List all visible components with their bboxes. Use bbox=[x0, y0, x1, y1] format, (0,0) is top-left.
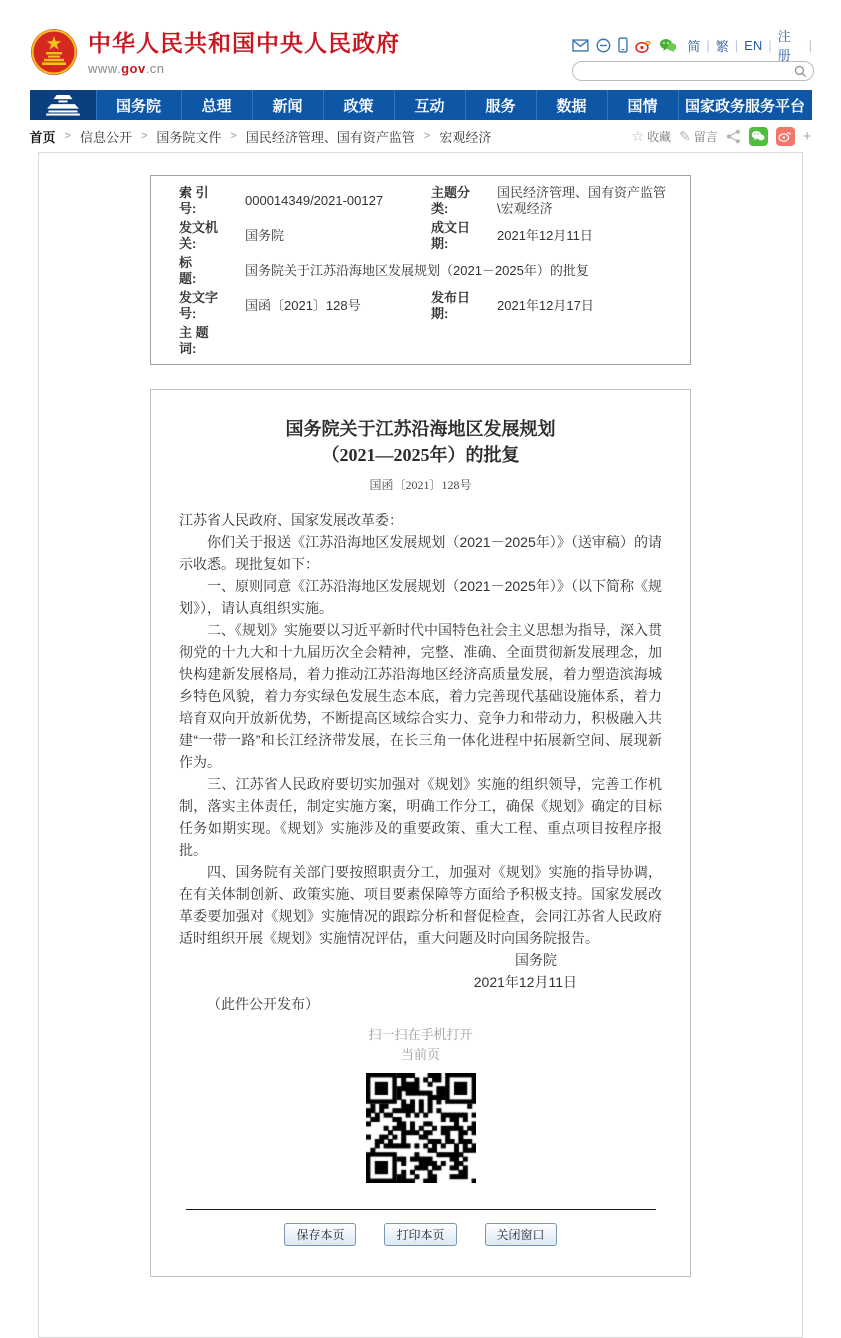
document-meta-card bbox=[150, 175, 691, 365]
meta-issuer-label: 发文机 关: bbox=[179, 220, 219, 251]
meta-doc-number-value: 国函〔2021〕128号 bbox=[245, 298, 361, 313]
meta-title-value: 国务院关于江苏沿海地区发展规划（2021－2025年）的批复 bbox=[245, 263, 589, 278]
breadcrumb-home[interactable]: 首页 bbox=[29, 129, 56, 145]
meta-published-date-value: 2021年12月17日 bbox=[497, 298, 594, 313]
signature-org: 国务院 bbox=[515, 952, 557, 968]
document-greeting: 江苏省人民政府、国家发展改革委： bbox=[179, 512, 403, 528]
meta-keywords-label: 主 题 词: bbox=[179, 325, 209, 356]
lang-simplified[interactable]: 简 bbox=[687, 38, 701, 54]
qr-caption: 扫一扫在手机打开 当前页 bbox=[368, 1027, 473, 1062]
document-paragraph: 你们关于报送《江苏沿海地区发展规划（2021－2025年）》（送审稿）的请示收悉。现批复如下： bbox=[179, 534, 662, 572]
document-number: 国函〔2021〕128号 bbox=[369, 478, 472, 492]
nav-item-service-platform[interactable]: 国家政务服务平台 bbox=[684, 97, 805, 115]
more-share-button[interactable]: + bbox=[802, 127, 812, 145]
nav-item-fuwu[interactable]: 服务 bbox=[466, 90, 537, 120]
search-box[interactable] bbox=[572, 61, 814, 81]
footer-divider bbox=[186, 1209, 656, 1210]
wechat-badge-icon bbox=[751, 130, 765, 142]
lang-english[interactable]: EN bbox=[744, 37, 763, 53]
breadcrumb-bar bbox=[30, 120, 812, 152]
share-icon[interactable] bbox=[726, 129, 741, 144]
search-input[interactable] bbox=[579, 63, 794, 79]
site-url: www.gov.cn bbox=[88, 61, 165, 76]
document-paragraph: 四、国务院有关部门要按照职责分工，加强对《规划》实施的指导协调，在有关体制创新、政策实施、项目要素保障等方面给予积极支持。国家发展改革委要加强对《规划》实施情况的跟踪分析和督促检查，会同江苏省人民政府适时组织开展《规划》实施情况评估，重大问题及时向国务院报告。 bbox=[179, 864, 662, 946]
meta-published-date-label: 发布日 期: bbox=[431, 290, 471, 321]
mobile-icon[interactable] bbox=[618, 37, 628, 53]
nav-item-zhengce[interactable]: 政策 bbox=[324, 90, 395, 120]
document-paragraph: 二、《规划》实施要以习近平新时代中国特色社会主义思想为指导，深入贯彻党的十九大和十九届历次全会精神，完整、准确、全面贯彻新发展理念，加快构建新发展格局，着力推动江苏沿海地区经济高质量发展，着力塑造滨海城乡特色风貌，着力夯实绿色发展生态本底，着力完善现代基础设施体系，着力培育双向开放新优势，不断提高区域综合实力、竞争力和带动力，积极融入共建“一带一路”和长江经济带发展，在长三角一体化进程中拓展新空间、展现新作为。 bbox=[179, 622, 662, 770]
document-body bbox=[179, 509, 662, 1015]
print-page-button[interactable]: 打印本页 bbox=[384, 1223, 456, 1246]
meta-doc-number-label: 发文字 号: bbox=[179, 290, 219, 321]
site-title: 中华人民共和国中央人民政府 bbox=[88, 30, 400, 56]
signature-date: 2021年12月11日 bbox=[473, 974, 577, 990]
nav-item-hudong[interactable]: 互动 bbox=[395, 90, 466, 120]
breadcrumb-economy-category[interactable]: 国民经济管理、国有资产监管 bbox=[245, 129, 415, 145]
site-header: 中华人民共和国中央人民政府 www.gov.cn 简 | 繁 | EN | 注册 | bbox=[0, 0, 841, 88]
nav-home[interactable] bbox=[30, 90, 97, 120]
share-wechat-button[interactable] bbox=[749, 127, 768, 146]
tiananmen-icon bbox=[43, 94, 83, 116]
nav-item-xinwen[interactable]: 新闻 bbox=[253, 90, 324, 120]
lang-traditional[interactable]: 繁 bbox=[715, 38, 729, 54]
message-circle-icon[interactable] bbox=[596, 38, 611, 53]
nav-item-zongli[interactable]: 总理 bbox=[182, 90, 253, 120]
save-page-button[interactable]: 保存本页 bbox=[284, 1223, 356, 1246]
content-wrapper bbox=[38, 152, 803, 1338]
search-icon[interactable] bbox=[794, 65, 807, 78]
breadcrumb-macro-economy[interactable]: 宏观经济 bbox=[439, 129, 492, 145]
document-paragraph: 一、原则同意《江苏沿海地区发展规划（2021－2025年）》（以下简称《规划》），请认真组织实施。 bbox=[179, 578, 662, 616]
meta-index-label: 索 引 号: bbox=[179, 185, 209, 216]
nav-item-guoqing[interactable]: 国情 bbox=[608, 90, 679, 120]
breadcrumb-info-disclosure[interactable]: 信息公开 bbox=[79, 129, 132, 145]
breadcrumb-state-council-docs[interactable]: 国务院文件 bbox=[156, 129, 222, 145]
meta-category-label: 主题分 类: bbox=[431, 185, 471, 216]
register-link[interactable]: 注册 bbox=[777, 29, 791, 63]
qr-code bbox=[366, 1073, 476, 1183]
wechat-icon[interactable] bbox=[659, 38, 677, 53]
favorite-button[interactable]: ☆ 收藏 bbox=[631, 127, 671, 144]
meta-title-label: 标 题: bbox=[179, 255, 197, 286]
nav-item-shuju[interactable]: 数据 bbox=[537, 90, 608, 120]
meta-index-value: 000014349/2021-00127 bbox=[245, 193, 384, 208]
meta-category-value: 国民经济管理、国有资产监管\宏观经济 bbox=[497, 185, 667, 216]
breadcrumb: 首页 > 信息公开 > 国务院文件 > 国民经济管理、国有资产监管 > 宏观经济 bbox=[30, 127, 632, 146]
pencil-icon: ✎ bbox=[678, 127, 691, 144]
national-emblem-icon bbox=[30, 28, 78, 76]
qr-block bbox=[179, 1025, 662, 1183]
nav-item-guowuyuan[interactable]: 国务院 bbox=[97, 90, 182, 120]
share-weibo-button[interactable] bbox=[776, 127, 795, 146]
publish-note: （此件公开发布） bbox=[207, 996, 319, 1012]
document-title: 国务院关于江苏沿海地区发展规划 （2021—2025年）的批复 bbox=[285, 419, 556, 465]
meta-issuer-value: 国务院 bbox=[245, 228, 285, 243]
meta-written-date-label: 成文日 期: bbox=[431, 220, 471, 251]
document-card bbox=[150, 389, 691, 1277]
weibo-icon[interactable] bbox=[635, 38, 652, 53]
document-paragraph: 三、江苏省人民政府要切实加强对《规划》实施的组织领导，完善工作机制，落实主体责任，制定实施方案，明确工作分工，确保《规划》确定的目标任务如期实现。《规划》实施涉及的重要政策、重大工程、重点项目按程序报批。 bbox=[179, 776, 662, 858]
comment-button[interactable]: ✎ 留言 bbox=[678, 127, 718, 144]
weibo-badge-icon bbox=[778, 130, 792, 142]
mail-icon[interactable] bbox=[572, 39, 589, 52]
meta-written-date-value: 2021年12月11日 bbox=[497, 228, 593, 243]
footer-buttons bbox=[179, 1223, 662, 1246]
main-nav bbox=[30, 90, 812, 120]
close-window-button[interactable]: 关闭窗口 bbox=[485, 1223, 557, 1246]
star-icon: ☆ bbox=[631, 127, 644, 144]
